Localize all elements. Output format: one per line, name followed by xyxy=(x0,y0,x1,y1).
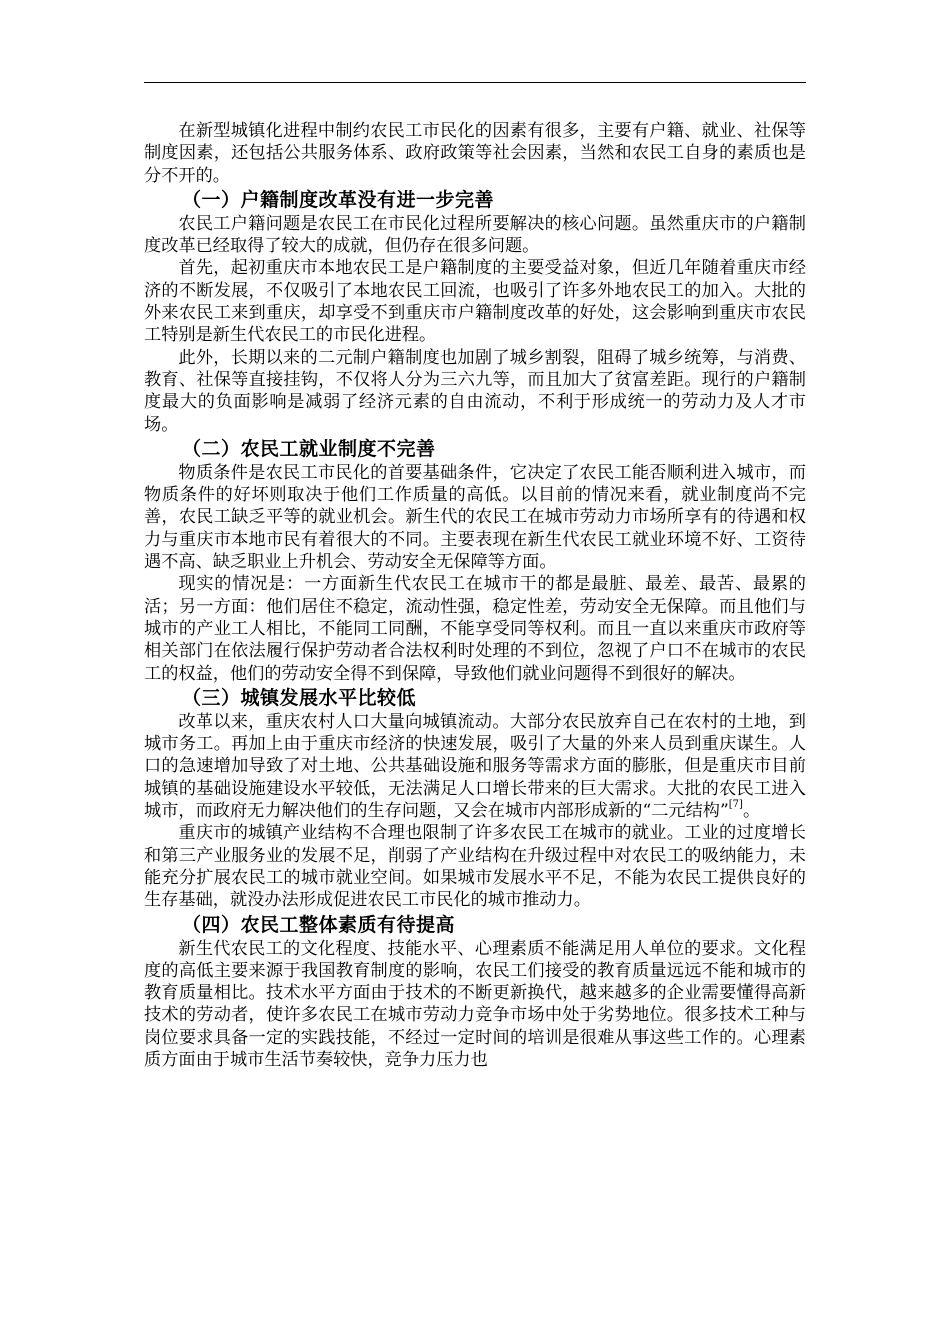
intro-paragraph: 在新型城镇化进程中制约农民工市民化的因素有很多，主要有户籍、就业、社保等制度因素，还包括公共服务体系、政府政策等社会因素，当然和农民工自身的素质也是分不开的。 xyxy=(144,121,806,186)
section3-paragraph-1-end: 。 xyxy=(742,801,761,822)
section3-paragraph-1-text: 改革以来，重庆农村人口大量向城镇流动。大部分农民放弃自己在农村的土地，到城市务工。再加上由于重庆市经济的快速发展，吸引了大量的外来人员到重庆谋生。人口的急速增加导致了对土地、公共基础设施和服务等需求方面的膨胀，但是重庆市目前城镇的基础设施建设水平较低，无法满足人口增长带来的巨大需求。大批的农民工进入城市，而政府无力解决他们的生存问题，又会在城市内部形成新的“二元结构” xyxy=(144,711,806,822)
section1-paragraph-3: 此外，长期以来的二元制户籍制度也加剧了城乡割裂，阻碍了城乡统筹，与消费、教育、社保等直接挂钩，不仅将人分为三六九等，而且加大了贫富差距。现行的户籍制度最大的负面影响是减弱了经济元素的自由流动，不利于形成统一的劳动力及人才市场。 xyxy=(144,347,806,435)
section3-paragraph-2: 重庆市的城镇产业结构不合理也限制了许多农民工在城市的就业。工业的过度增长和第三产业服务业的发展不足，削弱了产业结构在升级过程中对农民工的吸纳能力，未能充分扩展农民工的城市就业空间。如果城市发展水平不足，不能为农民工提供良好的生存基础，就没办法形成促进农民工市民化的城市推动力。 xyxy=(144,823,806,911)
document-body xyxy=(144,120,806,1071)
section1-paragraph-1: 农民工户籍问题是农民工在市民化过程所要解决的核心问题。虽然重庆市的户籍制度改革已经取得了较大的成就，但仍存在很多问题。 xyxy=(144,213,806,257)
section-heading-1: （一）户籍制度改革没有进一步完善 xyxy=(182,188,495,211)
section4-paragraph-1: 新生代农民工的文化程度、技能水平、心理素质不能满足用人单位的要求。文化程度的高低主要来源于我国教育制度的影响，农民工们接受的教育质量远远不能和城市的教育质量相比。技术水平方面由于技术的不断更新换代，越来越多的企业需要懂得高新技术的劳动者，使许多农民工在城市劳动力竞争市场中处于劣势地位。很多技术工种与岗位要求具备一定的实践技能，不经过一定时间的培训是很难从事这些工作的。心理素质方面由于城市生活节奏较快，竞争力压力也 xyxy=(144,938,806,1070)
section1-paragraph-2: 首先，起初重庆市本地农民工是户籍制度的主要受益对象，但近几年随着重庆市经济的不断发展，不仅吸引了本地农民工回流，也吸引了许多外地农民工的加入。大批的外来农民工来到重庆，却享受不到重庆市户籍制度改革的好处，这会影响到重庆市农民工特别是新生代农民工的市民化进程。 xyxy=(144,258,806,346)
section-heading-4: （四）农民工整体素质有待提高 xyxy=(182,913,456,936)
section-heading-2: （二）农民工就业制度不完善 xyxy=(182,437,436,460)
section2-paragraph-2: 现实的情况是：一方面新生代农民工在城市干的都是最脏、最差、最苦、最累的活；另一方面：他们居住不稳定，流动性强，稳定性差，劳动安全无保障。而且他们与城市的产业工人相比，不能同工同酬，不能享受同等权利。而且一直以来重庆市政府等相关部门在依法履行保护劳动者合法权利时处理的不到位，忽视了户口不在城市的农民工的权益，他们的劳动安全得不到保障，导致他们就业问题得不到很好的解决。 xyxy=(144,574,806,684)
header-rule xyxy=(144,82,806,83)
citation-ref: [7] xyxy=(728,799,743,811)
section3-paragraph-1 xyxy=(144,711,806,822)
section-heading-3: （三）城镇发展水平比较低 xyxy=(182,686,417,709)
section2-paragraph-1: 物质条件是农民工市民化的首要基础条件，它决定了农民工能否顺利进入城市，而物质条件的好坏则取决于他们工作质量的高低。以目前的情况来看，就业制度尚不完善，农民工缺乏平等的就业机会。新生代的农民工在城市劳动力市场所享有的待遇和权力与重庆市本地市民有着很大的不同。主要表现在新生代农民工就业环境不好、工资待遇不高、缺乏职业上升机会、劳动安全无保障等方面。 xyxy=(144,462,806,573)
